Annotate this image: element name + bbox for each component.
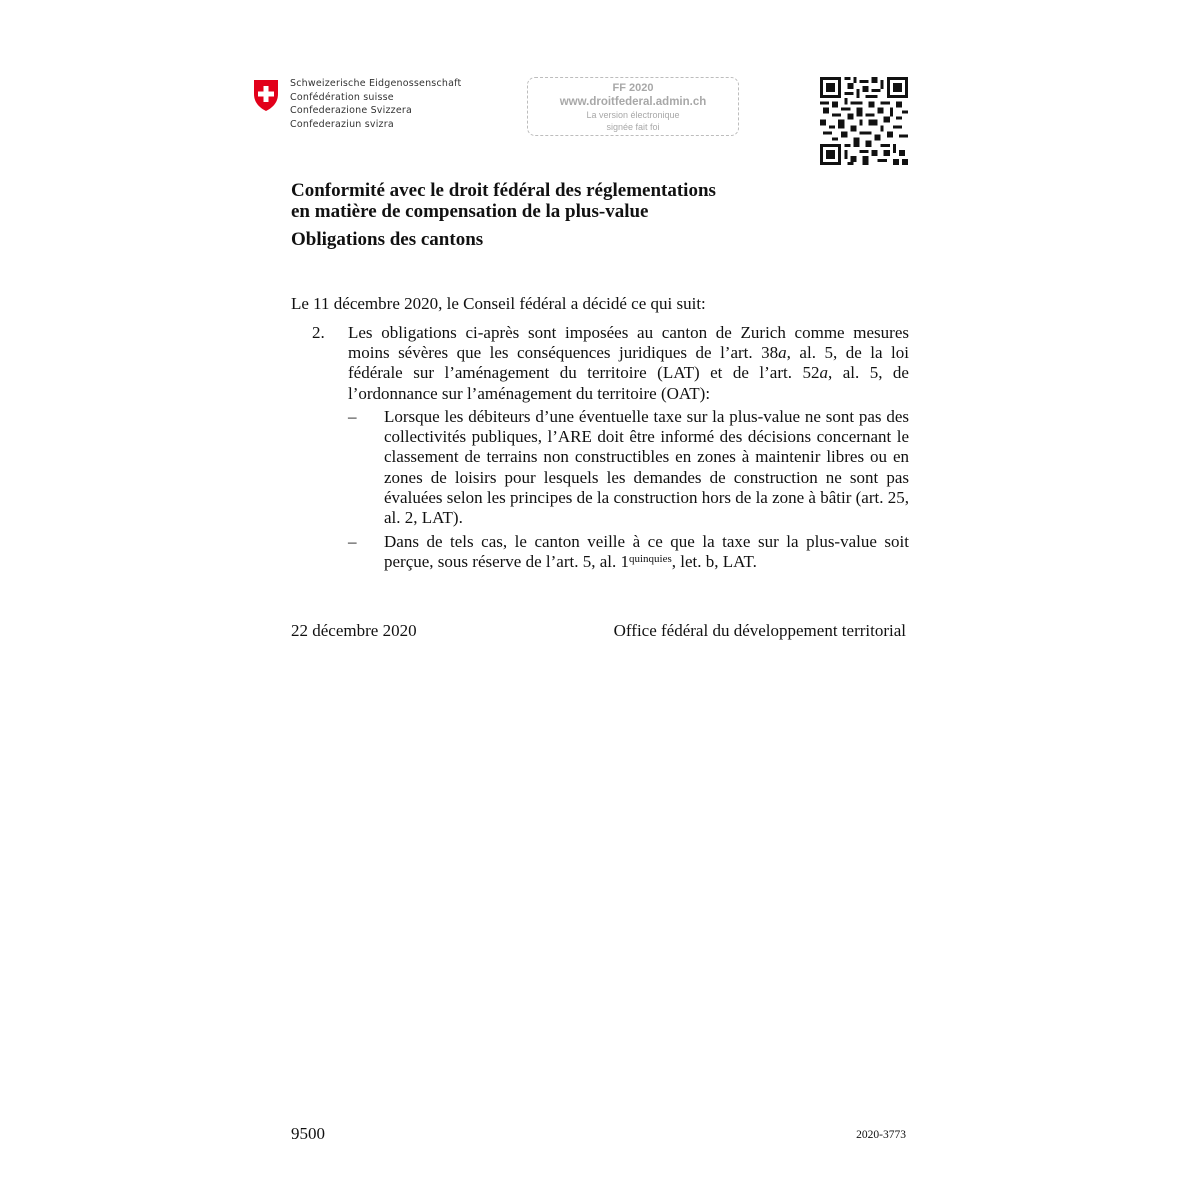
bullet-1-text: Lorsque les débiteurs d’une éventuelle taxe sur la plus-value ne sont pas des collectivités publiques, l’ARE doit être informé des décisions concernant le classement de terrains non constructibles en zones à maintenir libres ou en zones de loisirs pour lesquels les demandes de construction ne sont pas évaluées selon les principes de la construction hors de la zone à bâtir (art. 25, al. 2, LAT). bbox=[384, 407, 909, 528]
document-title-line-2: en matière de compensation de la plus-value bbox=[291, 201, 649, 222]
confederation-names bbox=[290, 77, 461, 131]
stamp-note-2: signée fait foi bbox=[606, 122, 660, 132]
bullet-2-part-1: Dans de tels cas, le canton veille à ce que la taxe sur la plus-value soit perçue, sous réserve de l’art. 5, al. 1 bbox=[384, 532, 909, 572]
item-text bbox=[348, 323, 909, 404]
bullet-2-superscript: quinquies bbox=[628, 553, 672, 566]
bullet-2-part-2: , let. b, LAT. bbox=[671, 552, 757, 572]
item-text-part-3: , al. 5, de l’ordonnance sur l’aménagement du territoire (OAT): bbox=[348, 363, 909, 403]
stamp-volume: FF 2020 bbox=[612, 82, 654, 94]
bullet-dash-1: – bbox=[348, 407, 357, 426]
bullet-dash-2: – bbox=[348, 532, 357, 551]
signature-office: Office fédéral du développement territorial bbox=[613, 621, 906, 640]
stamp-note-1: La version électronique bbox=[586, 110, 680, 120]
stamp-website: www.droitfederal.admin.ch bbox=[559, 96, 707, 108]
item-text-italic-1: a bbox=[778, 343, 787, 363]
document-title bbox=[291, 180, 911, 222]
item-text-italic-2: a bbox=[819, 363, 828, 383]
document-title-line-1: Conformité avec le droit fédéral des réglementations bbox=[291, 180, 716, 201]
item-number: 2. bbox=[312, 323, 325, 342]
electronic-version-stamp bbox=[527, 77, 739, 136]
swiss-cross-shield-icon bbox=[252, 78, 280, 112]
qr-code-icon bbox=[820, 77, 908, 165]
item-text-part-2: , al. 5, de la loi fédérale sur l’aménagement du territoire (LAT) et de l’art. 52 bbox=[348, 343, 909, 383]
confederation-name-de: Schweizerische Eidgenossenschaft bbox=[290, 78, 462, 89]
item-text-part-1: Les obligations ci-après sont imposées au canton de Zurich comme mesures moins sévères que les conséquences juridiques de l’art. 38 bbox=[348, 323, 909, 363]
signature-date: 22 décembre 2020 bbox=[291, 621, 417, 640]
confederation-name-rm: Confederaziun svizra bbox=[290, 118, 394, 130]
decision-intro: Le 11 décembre 2020, le Conseil fédéral a décidé ce qui suit: bbox=[291, 294, 706, 313]
document-subtitle: Obligations des cantons bbox=[291, 229, 484, 250]
bullet-2-text bbox=[384, 532, 909, 572]
confederation-name-it: Confederazione Svizzera bbox=[290, 105, 413, 116]
page-number: 9500 bbox=[291, 1124, 325, 1143]
confederation-name-fr: Confédération suisse bbox=[290, 91, 394, 103]
document-number: 2020-3773 bbox=[856, 1129, 906, 1141]
